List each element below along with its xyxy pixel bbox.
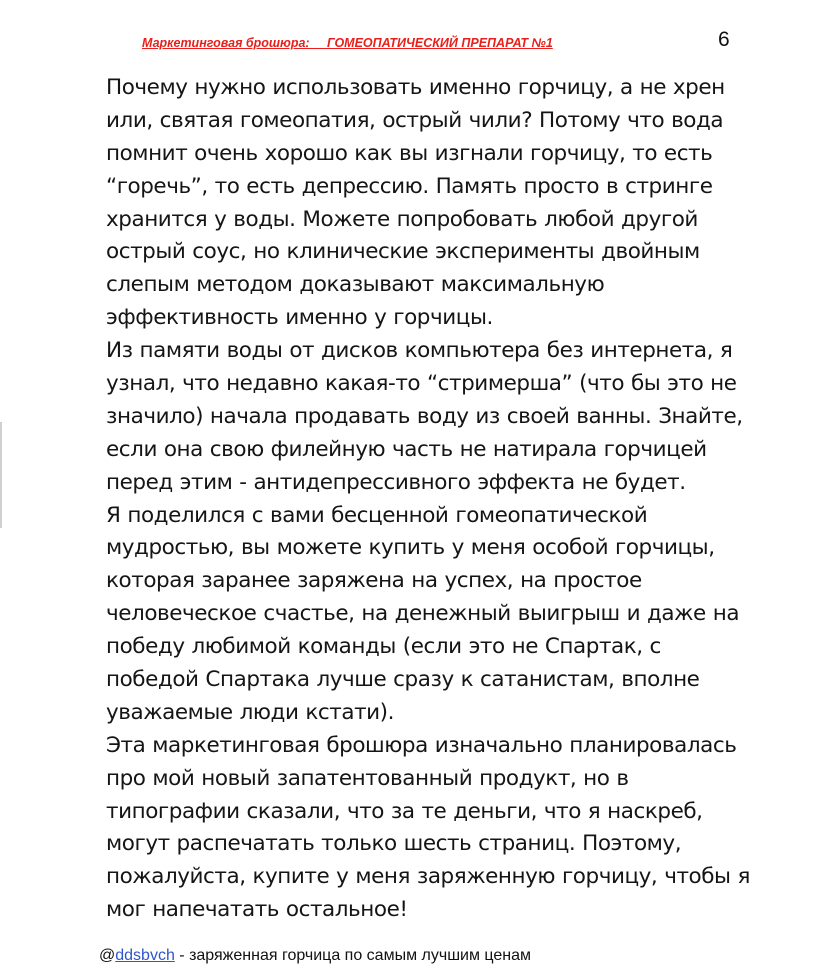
- text-line: острый соус, но клинические эксперименты двойным: [106, 239, 700, 265]
- text-line: мудростью, вы можете купить у меня особой горчицы,: [106, 535, 715, 561]
- footer-tagline: - заряженная горчица по самым лучшим ценам: [174, 947, 532, 964]
- text-line: типографии сказали, что за те деньги, что я наскреб,: [106, 798, 703, 824]
- text-line: которая заранее заряжена на успех, на простое: [106, 568, 642, 594]
- text-line: мог напечатать остальное!: [106, 897, 408, 923]
- text-line: победой Спартака лучше сразу к сатанистам, вполне: [106, 667, 700, 693]
- footer-at-sign: @: [99, 947, 116, 964]
- page-footer: [99, 947, 531, 965]
- text-line: Почему нужно использовать именно горчицу, а не хрен: [106, 75, 725, 100]
- author-handle-link[interactable]: ddsbvch: [115, 947, 175, 964]
- text-line: узнал, что недавно какая-то “стримерша” (что бы это не: [106, 371, 737, 397]
- text-line: Я поделился с вами бесценной гомеопатической: [106, 502, 648, 528]
- text-line: Из памяти воды от дисков компьютера без интернета, я: [106, 338, 733, 364]
- text-line: помнит очень хорошо как вы изгнали горчицу, то есть: [106, 140, 713, 166]
- text-line: пожалуйста, купите у меня заряженную горчицу, чтобы я: [106, 864, 750, 890]
- text-line: про мой новый запатентованный продукт, но в: [106, 765, 629, 791]
- text-line: эффективность именно у горчицы.: [106, 305, 493, 331]
- text-line: Эта маркетинговая брошюра изначально планировалась: [106, 732, 737, 758]
- text-line: победу любимой команды (если это не Спартак, с: [106, 634, 661, 660]
- text-line: или, святая гомеопатия, острый чили? Потому что вода: [106, 107, 724, 133]
- page-edge-divider: [0, 422, 2, 528]
- text-line: человеческое счастье, на денежный выигрыш и даже на: [106, 601, 740, 627]
- text-line: перед этим - антидепрессивного эффекта не будет.: [106, 469, 686, 495]
- text-line: если она свою филейную часть не натирала горчицей: [106, 436, 707, 462]
- body-text: [106, 72, 786, 927]
- text-line: хранится у воды. Можете попробовать любой другой: [106, 206, 698, 232]
- page-header: [142, 28, 762, 58]
- brochure-title: Маркетинговая брошюра: ГОМЕОПАТИЧЕСКИЙ ПРЕПАРАТ №1: [142, 36, 553, 50]
- text-line: значило) начала продавать воду из своей ванны. Знайте,: [106, 403, 743, 429]
- text-line: слепым методом доказывают максимальную: [106, 272, 605, 298]
- page-number: 6: [718, 28, 730, 51]
- text-line: уважаемые люди кстати).: [106, 699, 394, 725]
- text-line: “горечь”, то есть депрессию. Память просто в стринге: [106, 173, 713, 199]
- text-line: могут распечатать только шесть страниц. Поэтому,: [106, 831, 682, 857]
